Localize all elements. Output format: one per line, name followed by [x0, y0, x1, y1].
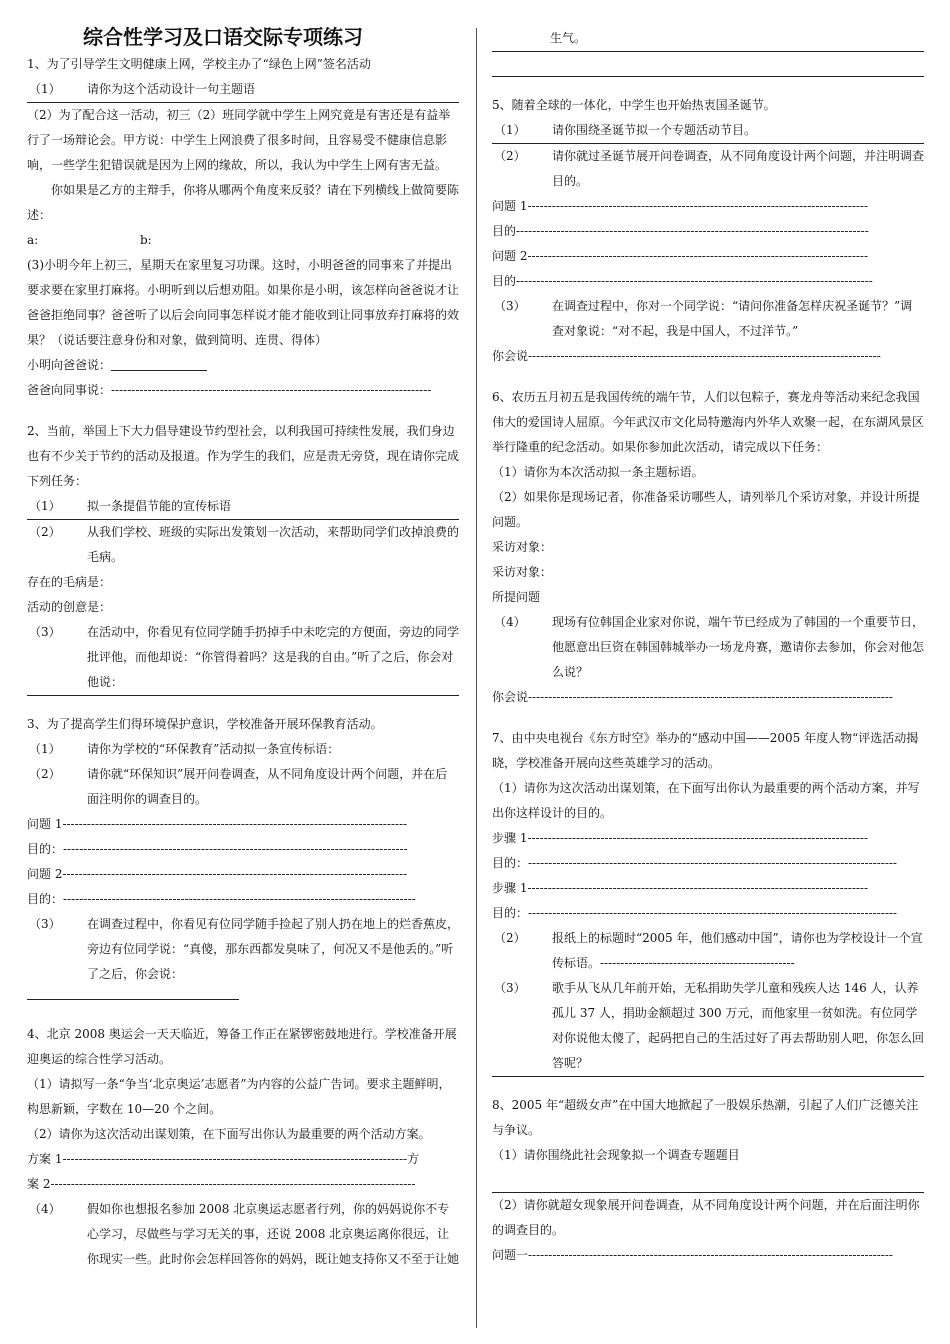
q4-plan2: 案 2------------------------------------------------------------------------------------------ [27, 1177, 416, 1191]
q3-line2: 目的：------------------------------------------------------------------------------------- [27, 842, 408, 856]
q8-sub2: （2）请你就超女现象展开问卷调查，从不同角度设计两个问题，并在后面注明你的调查目的。 [492, 1198, 920, 1237]
q7-line2: 目的：------------------------------------------------------------------------------------------- [492, 856, 897, 870]
q7-line1: 步骤 1------------------------------------------------------------------------------------ [492, 831, 869, 845]
q5-sub1: （1） 请你围绕圣诞节拟一个专题活动节目。 [492, 118, 924, 144]
q4-sub2: （2）请你为这次活动出谋划策，在下面写出你认为最重要的两个活动方案。 [27, 1127, 431, 1141]
continued-text: 生气。 [492, 26, 924, 52]
q1-sub2: （2）为了配合这一活动，初三（2）班同学就中学生上网究竟是有害还是有益举行了一场辩论会。甲方说：中学生上网浪费了很多时间，且容易受不健康信息影响，一些学生犯错误就是因为上网的缘故，所以，我认为中学生上网有害无益。 [27, 108, 451, 172]
q1-sub3: (3)小明今年上初三，星期天在家里复习功课。这时，小明爸爸的同事来了并提出要求要在家里打麻将。小明听到以后想劝阻。如果你是小明，该怎样向爸爸说才让爸爸拒绝同事？爸爸听了以后会向同事怎样说才能才能收到让同事放弃打麻将的效果？（说话要注意身份和对象，做到简明、连贯、得体） [27, 258, 460, 347]
q2-sub3: （3） 在活动中，你看见有位同学随手扔掉手中未吃完的方便面，旁边的同学批评他，而他却说：“你管得着吗？这是我的自由。”听了之后，你会对他说： [27, 620, 459, 696]
q7-sub3: （3） 歌手从飞从几年前开始，无私捐助失学儿童和残疾人达 146 人，认养孤儿 37 人，捐助金额超过 300 万元，而他家里一贫如洗。有位同学对你说他太傻了，起码把自己的生活过好了再去帮助别人吧，你怎么回答呢？ [492, 976, 924, 1077]
q5-line1: 问题 1------------------------------------------------------------------------------------ [492, 199, 869, 213]
q3-intro: 3、为了提高学生们得环境保护意识，学校准备开展环保教育活动。 [27, 717, 383, 731]
q6-question: 所提问题 [492, 590, 541, 604]
q6-sub1: （1）请你为本次活动拟一条主题标语。 [492, 465, 704, 479]
q7-line4: 目的：------------------------------------------------------------------------------------------- [492, 906, 897, 920]
q5-intro: 5、随着全球的一体化，中学生也开始热衷国圣诞节。 [492, 98, 776, 112]
q5-sub3: （3） 在调查过程中，你对一个同学说：“请问你准备怎样庆祝圣诞节？”调查对象说：“对不起，我是中国人，不过洋节。” [494, 299, 913, 338]
q7-intro: 7、由中央电视台《东方时空》举办的“感动中国——2005 年度人物“评选活动揭晓，学校准备开展向这些英雄学习的活动。 [492, 731, 919, 770]
q1-intro: 1、为了引导学生文明健康上网，学校主办了“绿色上网”签名活动 [27, 57, 371, 71]
page-title: 综合性学习及口语交际专项练习 [83, 25, 363, 49]
column-divider [476, 28, 477, 1328]
q8-sub1: （1）请你围绕此社会现象拟一个调查专题题目 [492, 1148, 740, 1162]
q3-line4: 目的：--------------------------------------------------------------------------------------- [27, 892, 416, 906]
q2-sub2: （2） 从我们学校、班级的实际出发策划一次活动，来帮助同学们改掉浪费的毛病。 [29, 525, 460, 564]
q5-line2: 目的--------------------------------------------------------------------------------------- [492, 224, 869, 238]
right-column [492, 22, 924, 1268]
q4-plan1: 方案 1-------------------------------------------------------------------------------------方 [27, 1152, 420, 1166]
answer-blank[interactable] [111, 356, 207, 371]
q5-sub2: （2） 请你就过圣诞节展开问卷调查，从不同角度设计两个问题，并注明调查目的。 [494, 149, 925, 188]
q8-intro: 8、2005 年“超级女声”在中国大地掀起了一股娱乐热潮，引起了人们广泛德关注与争议。 [492, 1098, 919, 1137]
q2-sub1: （1） 拟一条提倡节能的宣传标语 [27, 494, 459, 520]
q1-answer-ab: a: b: [27, 233, 152, 247]
q6-intro: 6、农历五月初五是我国传统的端午节，人们以包粽子，赛龙舟等活动来纪念我国伟大的爱国诗人屈原。今年武汉市文化局特邀海内外华人欢聚一起，在东湖风景区举行隆重的纪念活动。如果你参加此次活动，请完成以下任务： [492, 390, 925, 454]
q3-sub3: （3） 在调查过程中，你看见有位同学随手捡起了别人扔在地上的烂香蕉皮，旁边有位同学说：“真傻，那东西都发臭味了，何况又不是他丢的。”听了之后，你会说： [29, 917, 460, 981]
q1-sub2-ask: 你如果是乙方的主辩手，你将从哪两个角度来反驳？请在下列横线上做简要陈述： [27, 183, 460, 222]
q1-sub1: （1） 请你为这个活动设计一句主题语 [27, 77, 459, 103]
q6-sub4: （4） 现场有位韩国企业家对你说，端午节已经成为了韩国的一个重要节日，他愿意出巨资在韩国韩城举办一场龙舟赛，邀请你去参加，你会对他怎么说？ [494, 615, 925, 679]
q4-intro: 4、北京 2008 奥运会一天天临近，筹备工作正在紧锣密鼓地进行。学校准备开展迎奥运的综合性学习活动。 [27, 1027, 457, 1066]
q6-target1: 采访对象： [492, 540, 553, 554]
q3-line1: 问题 1------------------------------------------------------------------------------------- [27, 817, 408, 831]
q5-line4: 目的---------------------------------------------------------------------------------------- [492, 274, 873, 288]
q6-say: 你会说------------------------------------------------------------------------------------------ [492, 690, 893, 704]
q7-sub2: （2） 报纸上的标题时“2005 年，他们感动中国”，请你也为学校设计一个宣传标语。------------------------------------------------ [494, 931, 923, 970]
q1-ming-say: 小明向爸爸说： [27, 353, 459, 378]
q7-line3: 步骤 1------------------------------------------------------------------------------------ [492, 881, 869, 895]
q3-sub1: （1） 请你为学校的“环保教育”活动拟一条宣传标语： [29, 742, 340, 756]
q4-sub4: （4） 假如你也想报名参加 2008 北京奥运志愿者行列，你的妈妈说你不专心学习，尽做些与学习无关的事，还说 2008 北京奥运离你很远，让你现实一些。此时你会怎样回答你的妈妈，既让她支持你又不至于让她 [29, 1202, 460, 1266]
q6-target2: 采访对象： [492, 565, 553, 579]
q2-idea: 活动的创意是： [27, 600, 112, 614]
q7-sub1: （1）请你为这次活动出谋划策，在下面写出你认为最重要的两个活动方案，并写出你这样设计的目的。 [492, 781, 920, 820]
q2-flaw: 存在的毛病是： [27, 575, 112, 589]
q5-say: 你会说--------------------------------------------------------------------------------------- [492, 349, 881, 363]
q4-sub1: （1）请拟写一条“争当‘北京奥运’志愿者”为内容的公益广告词。要求主题鲜明，构思新颖，字数在 10—20 个之间。 [27, 1077, 451, 1116]
q1-dad-say: 爸爸向同事说：------------------------------------------------------------------------------- [27, 383, 432, 397]
q5-line3: 问题 2------------------------------------------------------------------------------------ [492, 249, 869, 263]
q8-line1: 问题一------------------------------------------------------------------------------------------ [492, 1248, 893, 1262]
q3-line3: 问题 2------------------------------------------------------------------------------------- [27, 867, 408, 881]
q3-sub2: （2） 请你就“环保知识”展开问卷调查，从不同角度设计两个问题，并在后面注明你的调查目的。 [29, 767, 448, 806]
q6-sub2: （2）如果你是现场记者，你准备采访哪些人，请列举几个采访对象，并设计所提问题。 [492, 490, 920, 529]
q2-intro: 2、当前，举国上下大力倡导建设节约型社会，以利我国可持续性发展，我们身边也有不少关于节约的活动及报道。作为学生的我们，应是责无旁贷，现在请你完成下列任务： [27, 424, 460, 488]
left-column [27, 22, 459, 1272]
